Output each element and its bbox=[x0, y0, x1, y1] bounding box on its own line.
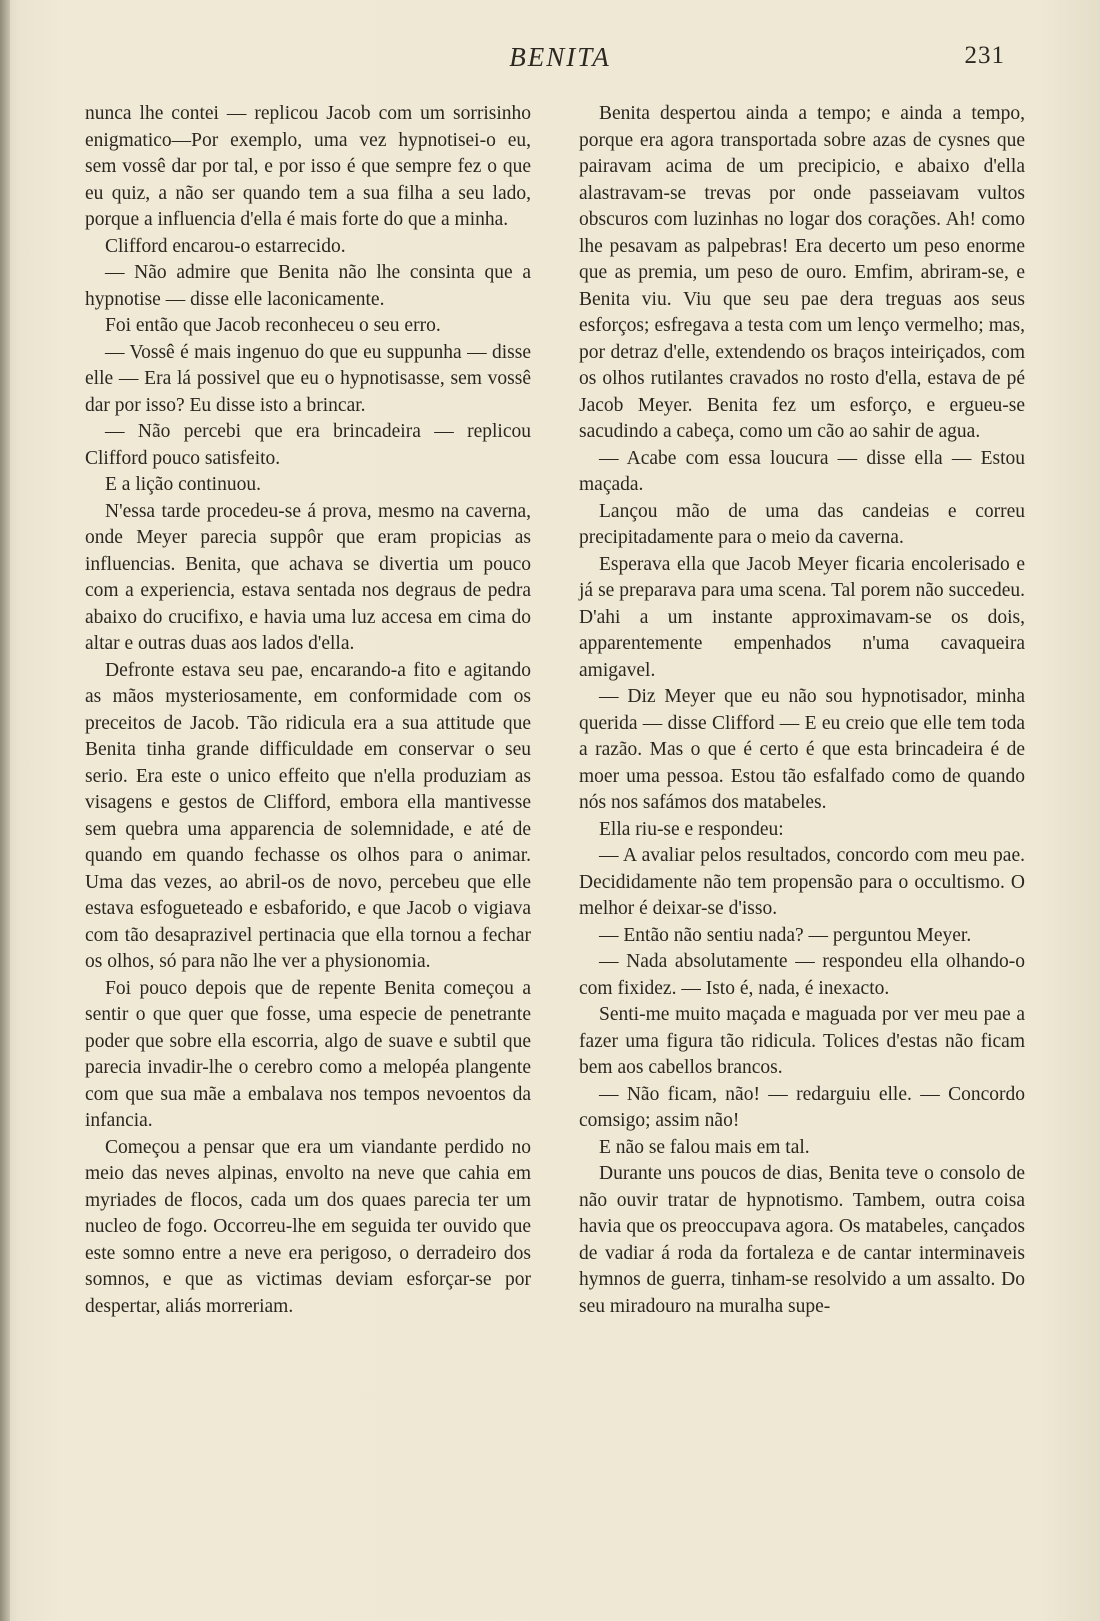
paragraph: — Acabe com essa loucura — disse ella — Estou maçada. bbox=[579, 447, 1025, 495]
paragraph: Defronte estava seu pae, encarando-a fito e agitando as mãos mysteriosamente, em conformidade com os preceitos de Jacob. Tão ridicula era a sua attitude que Benita tinha grande difficuldade em conservar o seu serio. Era este o unico effeito que n'ella produziam as visagens e gestos de Clifford, embora ella mantivesse sem quebra uma apparencia de solemnidade, e até de quando em quando fechasse os olhos para o animar. Uma das vezes, ao abril-os de novo, percebeu que elle estava esfogueteado e esbaforido, e que Jacob o vigiava com tão desaprazivel pertinacia que ella tornou a fechar os olhos, só para não lhe ver a physionomia. bbox=[85, 659, 531, 972]
page-number: 231 bbox=[964, 42, 1005, 69]
paragraph: nunca lhe contei — replicou Jacob com um sorrisinho enigmatico—Por exemplo, uma vez hypnotisei-o eu, sem vossê dar por tal, e por isso é que sempre fez o que eu quiz, a não ser quando tem a sua filha a seu lado, porque a influencia d'ella é mais forte do que a minha. bbox=[85, 103, 531, 230]
running-title: BENITA bbox=[509, 42, 611, 72]
paragraph: — A avaliar pelos resultados, concordo com meu pae. Decididamente não tem propensão para o occultismo. O melhor é deixar-se d'isso. bbox=[579, 845, 1025, 919]
paragraph: — Diz Meyer que eu não sou hypnotisador, minha querida — disse Clifford — E eu creio que elle tem toda a razão. Mas o que é certo é que esta brincadeira é de moer uma pessoa. Estou tão esfalfado como de quando nós nos safámos dos matabeles. bbox=[579, 686, 1025, 813]
paragraph: Lançou mão de uma das candeias e correu precipitadamente para o meio da caverna. bbox=[579, 500, 1025, 548]
left-column bbox=[85, 101, 531, 1320]
paragraph: — Não admire que Benita não lhe consinta que a hypnotise — disse elle laconicamente. bbox=[85, 262, 531, 310]
paragraph: — Não ficam, não! — redarguiu elle. — Concordo comsigo; assim não! bbox=[579, 1083, 1025, 1131]
paragraph: — Vossê é mais ingenuo do que eu suppunha — disse elle — Era lá possivel que eu o hypnotisasse, sem vossê dar por isso? Eu disse isto a brincar. bbox=[85, 341, 531, 416]
paragraph: Benita despertou ainda a tempo; e ainda a tempo, porque era agora transportada sobre azas de cysnes que pairavam acima de um precipicio, e abaixo d'ella alastravam-se trevas por onde passeiavam vultos obscuros com luzinhas no logar dos corações. Ah! como lhe pesavam as palpebras! Era decerto um peso enorme que as premia, um peso de ouro. Emfim, abriram-se, e Benita viu. Viu que seu pae dera treguas aos seus esforços; esfregava a testa com um lenço vermelho; mas, por detraz d'elle, extendendo os braços inteiriçados, com os olhos rutilantes cravados no rosto d'ella, estava de pé Jacob Meyer. Benita fez um esforço, e ergueu-se sacudindo a cabeça, como um cão ao sahir de agua. bbox=[579, 103, 1025, 442]
paragraph: — Não percebi que era brincadeira — replicou Clifford pouco satisfeito. bbox=[85, 421, 531, 469]
paragraph: E a lição continuou. bbox=[105, 474, 261, 495]
book-spine-shadow bbox=[0, 0, 10, 1621]
paragraph: — Então não sentiu nada? — perguntou Meyer. bbox=[599, 924, 972, 946]
paragraph: Ella riu-se e respondeu: bbox=[599, 818, 784, 840]
paragraph: Começou a pensar que era um viandante perdido no meio das neves alpinas, envolto na neve que cahia em myriades de flocos, cada um dos quaes parecia ter um nucleo de fogo. Occorreu-lhe em seguida ter ouvido que este somno entre a neve era perigoso, o derradeiro dos somnos, e que as victimas deviam esforçar-se por despertar, aliás morreriam. bbox=[85, 1136, 531, 1317]
paragraph: Senti-me muito maçada e maguada por ver meu pae a fazer uma figura tão ridicula. Tolices d'estas não ficam bem aos cabellos brancos. bbox=[579, 1004, 1025, 1078]
paragraph: N'essa tarde procedeu-se á prova, mesmo na caverna, onde Meyer parecia suppôr que eram propicias as influencias. Benita, que achava se divertia um pouco com a experiencia, estava sentada nos degraus de pedra abaixo do crucifixo, e havia uma luz accesa em cima do altar e outras duas aos lados d'ella. bbox=[85, 500, 531, 654]
paragraph: Foi então que Jacob reconheceu o seu erro. bbox=[105, 315, 441, 336]
paragraph: Durante uns poucos de dias, Benita teve o consolo de não ouvir tratar de hypnotismo. Tambem, outra coisa havia que os preoccupava agora. Os matabeles, cançados de vadiar á roda da fortaleza e de cantar interminaveis hymnos de guerra, tinham-se resolvido a um assalto. Do seu miradouro na muralha supe- bbox=[579, 1163, 1025, 1317]
running-head bbox=[0, 40, 1100, 80]
paragraph: E não se falou mais em tal. bbox=[599, 1136, 810, 1158]
paragraph: Esperava ella que Jacob Meyer ficaria encolerisado e já se preparava para uma scena. Tal porem não succedeu. D'ahi a um instante approximavam-se os dois, apparentemente empenhados n'uma cavaqueira amigavel. bbox=[579, 553, 1025, 681]
paragraph: Foi pouco depois que de repente Benita começou a sentir o que quer que fosse, uma especie de penetrante poder que sobre ella escorria, algo de suave e subtil que parecia invadir-lhe o cerebro como a melopéa plangente com que sua mãe a embalava nos tempos nevoentos da infancia. bbox=[85, 977, 531, 1131]
right-column bbox=[579, 101, 1025, 1320]
paragraph: Clifford encarou-o estarrecido. bbox=[105, 235, 346, 257]
paragraph: — Nada absolutamente — respondeu ella olhando-o com fixidez. — Isto é, nada, é inexacto. bbox=[579, 951, 1025, 999]
